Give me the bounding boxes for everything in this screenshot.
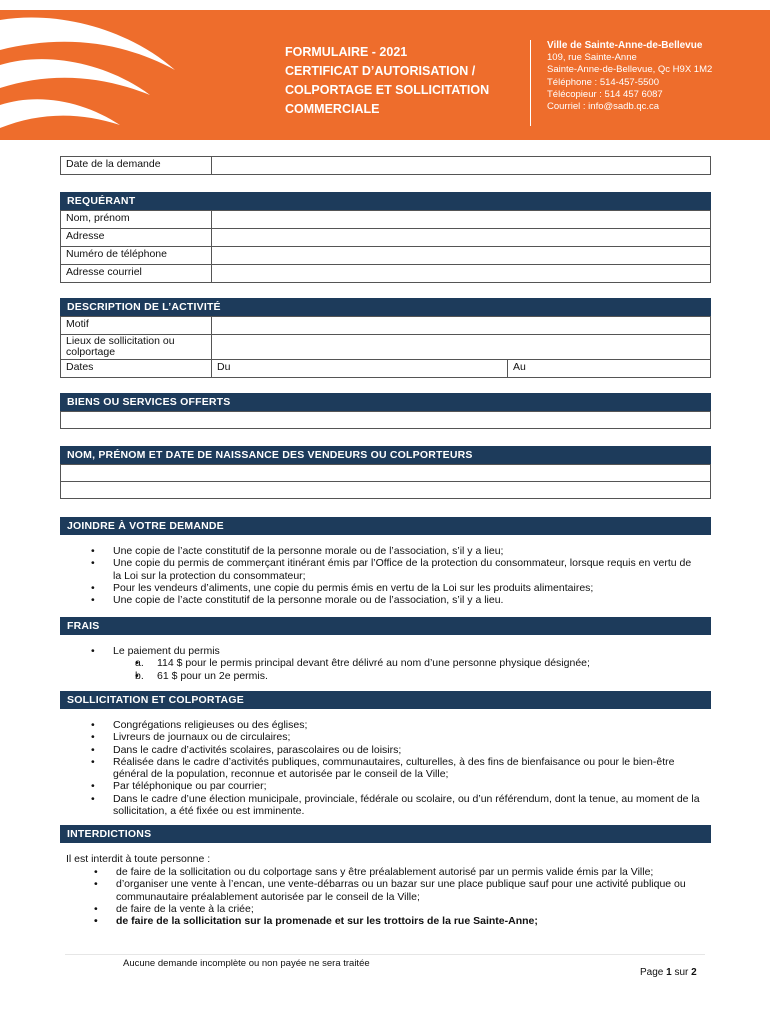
section-interdictions: INTERDICTIONS bbox=[60, 825, 711, 843]
phone-field[interactable] bbox=[212, 247, 711, 265]
interdictions-list bbox=[94, 866, 704, 927]
vendeurs-table bbox=[60, 464, 711, 499]
footer-note: Aucune demande incomplète ou non payée ne sera traitée bbox=[123, 958, 370, 969]
footer-divider bbox=[65, 954, 705, 955]
section-frais: FRAIS bbox=[60, 617, 711, 635]
page-number: Page 1 sur 2 bbox=[640, 967, 697, 978]
list-item: • Congrégations religieuses ou des églises; bbox=[91, 719, 701, 731]
waves-logo-icon bbox=[0, 10, 180, 140]
dates-label: Dates bbox=[61, 360, 212, 378]
section-joindre: JOINDRE À VOTRE DEMANDE bbox=[60, 517, 711, 535]
date-label: Date de la demande bbox=[61, 157, 212, 175]
frais-list bbox=[91, 645, 701, 682]
phone-label: Numéro de téléphone bbox=[61, 247, 212, 265]
name-label: Nom, prénom bbox=[61, 211, 212, 229]
list-item: • Par téléphonique ou par courrier; bbox=[91, 780, 701, 792]
city-address: Ville de Sainte-Anne-de-Bellevue 109, rue Sainte-Anne Sainte-Anne-de-Bellevue, Qc H9X 1M2 Téléphone : 514-457-5500 Télécopieur : 514 457 6087 Courriel : info@sadb.qc.ca bbox=[547, 40, 713, 113]
joindre-list bbox=[91, 545, 701, 606]
biens-table bbox=[60, 411, 711, 429]
date-du-field[interactable]: Du bbox=[212, 360, 508, 378]
list-item: • Le paiement du permis • a. 114 $ pour le permis principal devant être délivré au nom d’une personne physique désignée; • b. 61 $ pour un 2e permis. bbox=[91, 645, 701, 682]
header-divider bbox=[530, 40, 531, 126]
interdictions-intro: Il est interdit à toute personne : bbox=[66, 853, 211, 865]
section-vendeurs: NOM, PRÉNOM ET DATE DE NAISSANCE DES VENDEURS OU COLPORTEURS bbox=[60, 446, 711, 464]
list-item: • d’organiser une vente à l’encan, une vente-débarras ou un bazar sur une place publique sauf pour une activité publique ou communautaire préalablement autorisée par le conseil de la Ville; bbox=[94, 878, 704, 903]
email-label: Adresse courriel bbox=[61, 265, 212, 283]
address-field[interactable] bbox=[212, 229, 711, 247]
list-item: • de faire de la sollicitation ou du colportage sans y être préalablement autorisé par un permis valide émis par la Ville; bbox=[94, 866, 704, 878]
date-table bbox=[60, 156, 711, 175]
biens-field[interactable] bbox=[61, 412, 711, 429]
list-item: • Livreurs de journaux ou de circulaires; bbox=[91, 731, 701, 743]
list-item: • Pour les vendeurs d’aliments, une copie du permis émis en vertu de la Loi sur les produits alimentaires; bbox=[91, 582, 701, 594]
section-activite: DESCRIPTION DE L’ACTIVITÉ bbox=[60, 298, 711, 316]
sollicitation-list bbox=[91, 719, 701, 817]
date-au-field[interactable]: Au bbox=[508, 360, 711, 378]
section-requerant: REQUÉRANT bbox=[60, 192, 711, 210]
list-item: • Une copie de l’acte constitutif de la personne morale ou de l’association, s’il y a lieu; bbox=[91, 545, 701, 557]
motif-field[interactable] bbox=[212, 317, 711, 335]
list-item: • Une copie de l’acte constitutif de la personne morale ou de l’association, s’il y a lieu. bbox=[91, 594, 701, 606]
header-banner bbox=[0, 10, 770, 140]
sub-item: • b. 61 $ pour un 2e permis. bbox=[135, 670, 701, 682]
list-item: • de faire de la vente à la criée; bbox=[94, 903, 704, 915]
frais-sublist bbox=[135, 657, 701, 682]
requerant-table bbox=[60, 210, 711, 283]
address-label: Adresse bbox=[61, 229, 212, 247]
list-item: • Dans le cadre d’activités scolaires, parascolaires ou de loisirs; bbox=[91, 744, 701, 756]
list-item: • Dans le cadre d’une élection municipale, provinciale, fédérale ou scolaire, ou d’un référendum, dont la tenue, au moment de la sollicitation, a été fixée ou est imminente. bbox=[91, 793, 701, 818]
activite-table bbox=[60, 316, 711, 378]
section-biens: BIENS OU SERVICES OFFERTS bbox=[60, 393, 711, 411]
date-field[interactable] bbox=[212, 157, 711, 175]
list-item: • Réalisée dans le cadre d’activités publiques, communautaires, culturelles, à des fins de bienfaisance ou pour le bien-être général de la population, reconnue et autorisée par le conseil de la Ville; bbox=[91, 756, 701, 781]
vendeur-row-1[interactable] bbox=[61, 465, 711, 482]
name-field[interactable] bbox=[212, 211, 711, 229]
motif-label: Motif bbox=[61, 317, 212, 335]
section-sollicitation: SOLLICITATION ET COLPORTAGE bbox=[60, 691, 711, 709]
list-item: • Une copie du permis de commerçant itinérant émis par l’Office de la protection du consommateur, lorsque requis en vertu de la Loi sur la protection du consommateur; bbox=[91, 557, 701, 582]
vendeur-row-2[interactable] bbox=[61, 482, 711, 499]
form-title: FORMULAIRE - 2021 CERTIFICAT D’AUTORISATION / COLPORTAGE ET SOLLICITATION COMMERCIALE bbox=[285, 45, 490, 116]
sub-item: • a. 114 $ pour le permis principal devant être délivré au nom d’une personne physique désignée; bbox=[135, 657, 701, 669]
lieux-field[interactable] bbox=[212, 335, 711, 360]
lieux-label: Lieux de sollicitation ou colportage bbox=[61, 335, 212, 360]
list-item-bold: • de faire de la sollicitation sur la promenade et sur les trottoirs de la rue Sainte-Anne; bbox=[94, 915, 704, 927]
email-field[interactable] bbox=[212, 265, 711, 283]
